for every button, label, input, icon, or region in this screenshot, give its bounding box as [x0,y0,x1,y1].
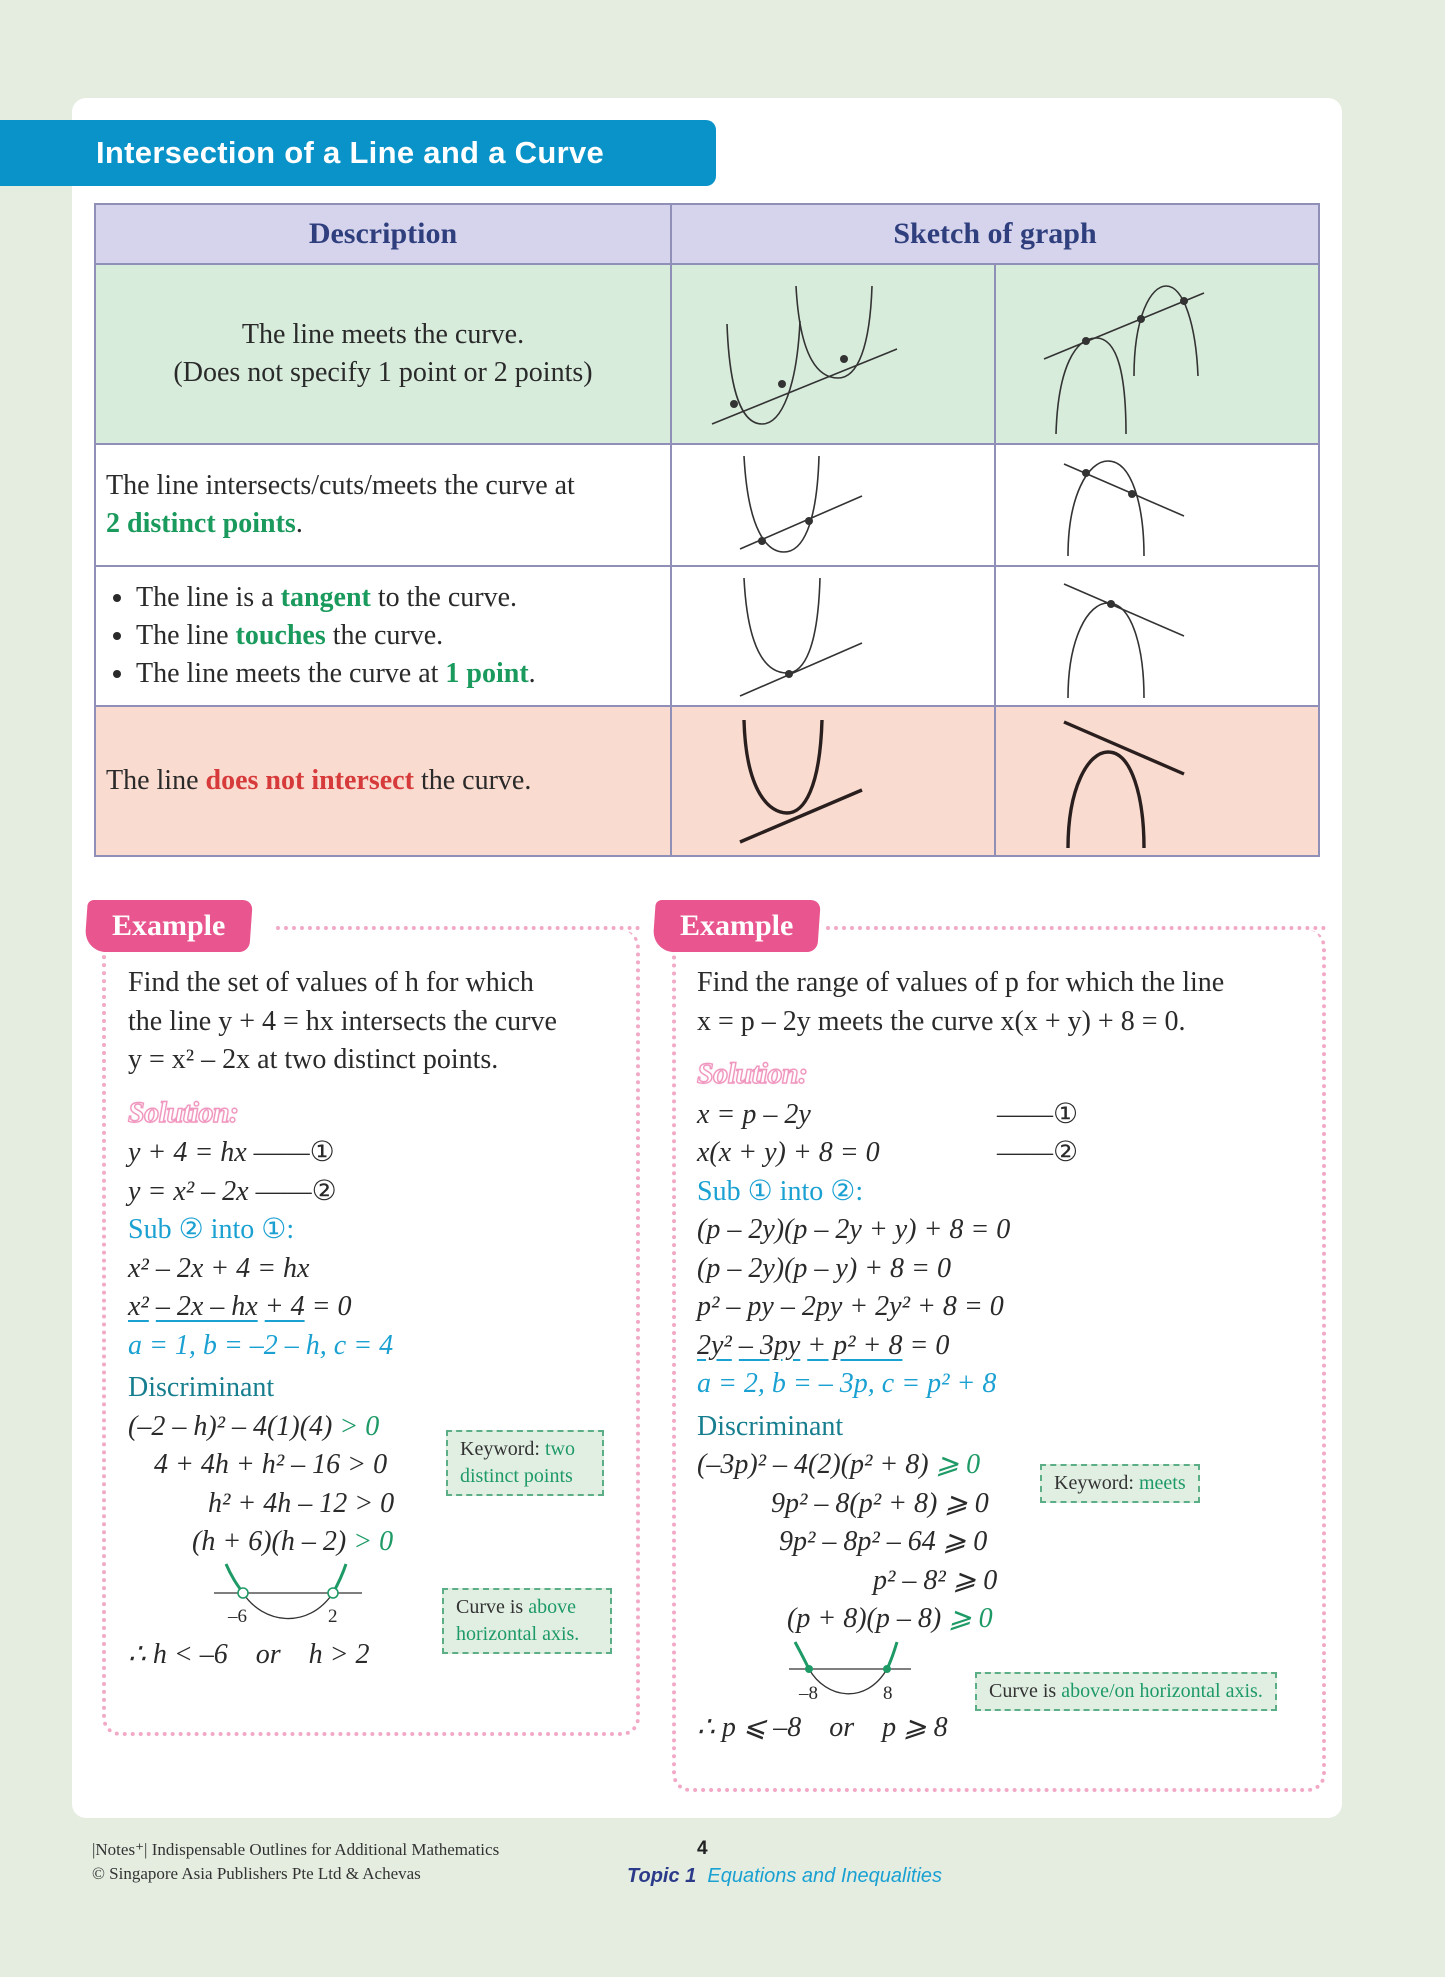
section-title: Intersection of a Line and a Curve [0,120,716,186]
description-text: The line meets the curve. [241,319,525,350]
answer: ∴ h < –6 or h > 2 [128,1638,370,1670]
graph-sketch-upward-parabola-tangent [672,568,994,704]
step: p² – 8² ⩾ 0 [873,1564,998,1596]
substitution-label: Sub ① into ②: [697,1175,864,1207]
keyword-highlight: does not intersect [205,765,414,796]
discriminant-label: Discriminant [697,1410,844,1442]
keyword-hint-box: Keyword: meets [1040,1464,1200,1503]
header-sketch: Sketch of graph [671,204,1319,264]
example-1-content [128,964,628,1674]
page-number: 4 [697,1838,708,1859]
example-2-question: Find the range of values of p for which the line x = p – 2y meets the curve x(x + y) + 8 = 0. [697,967,1225,1037]
description-text: The line intersects/cuts/meets the curve at [106,470,575,501]
graph-sketch-two-downward-parabolas [996,266,1318,442]
example-tag-2: Example [652,900,821,952]
root-label: 2 [328,1605,338,1627]
equation-1: y + 4 = hx ——① [128,1137,335,1168]
graph-sketch-downward-parabola-tangent [996,568,1318,704]
root-label: –6 [228,1605,247,1627]
comparison-table [94,203,1320,857]
description-text: . [295,508,303,539]
solution-label: Solution: [128,1095,239,1129]
sketch-cell [671,706,995,856]
curve-hint-box: Curve is above horizontal axis. [442,1588,612,1654]
list-item: • The line touches the curve. [136,617,660,655]
step: (–3p)² – 4(2)(p² + 8) ⩾ 0 [697,1449,981,1480]
description-text: (Does not specify 1 point or 2 points) [173,357,593,388]
graph-sketch-two-upward-parabolas [672,266,994,442]
step: 2y² – 3py + p² + 8 = 0 [697,1329,950,1361]
sketch-cell [995,706,1319,856]
step: 9p² – 8(p² + 8) ⩾ 0 [771,1487,989,1519]
step: (p – 2y)(p – 2y + y) + 8 = 0 [697,1214,1011,1245]
example-1-question: Find the set of values of h for which the line y + 4 = hx intersects the curve y = x² – 2x at two distinct points. [128,967,557,1075]
description-text: The line [106,765,206,796]
discriminant-label: Discriminant [128,1372,275,1403]
step: h² + 4h – 12 > 0 [208,1487,395,1519]
step: p² – py – 2py + 2y² + 8 = 0 [697,1291,1004,1322]
step: (–2 – h)² – 4(1)(4) > 0 [128,1410,380,1442]
bullet-list [106,579,660,693]
graph-sketch-downward-parabola-no-intersection [996,708,1318,854]
header-description: Description [95,204,671,264]
topic-label: Topic 1 Equations and Inequalities [627,1865,943,1887]
list-item: • The line meets the curve at 1 point. [136,655,660,693]
sketch-cell [671,444,995,566]
description-cell [95,566,671,706]
step: x² – 2x – hx + 4 = 0 [128,1291,352,1322]
equation-2: x(x + y) + 8 = 0 ——② [697,1137,1079,1168]
book-credits: |Notes⁺| Indispensable Outlines for Additional Mathematics © Singapore Asia Publishers Pte Ltd & Achevas [92,1840,500,1883]
step: (h + 6)(h – 2) > 0 [192,1526,394,1557]
solution-label: Solution: [697,1057,808,1090]
step: x² – 2x + 4 = hx [128,1252,310,1284]
sketch-cell [671,566,995,706]
sketch-cell [995,566,1319,706]
table-row [95,706,1319,856]
example-tag-1: Example [84,900,253,952]
substitution-label: Sub ② into ①: [128,1214,295,1245]
equation-1: x = p – 2y ——① [697,1098,1079,1130]
coefficients: a = 1, b = –2 – h, c = 4 [128,1329,394,1361]
root-label: –8 [799,1682,818,1704]
root-label: 8 [883,1682,893,1704]
step: 9p² – 8p² – 64 ⩾ 0 [779,1526,988,1557]
table-row [95,264,1319,444]
step: (p – 2y)(p – y) + 8 = 0 [697,1252,951,1284]
description-cell [95,444,671,566]
sketch-cell [671,264,995,444]
sketch-cell [995,444,1319,566]
coefficients: a = 2, b = – 3p, c = p² + 8 [697,1368,997,1399]
description-cell [95,264,671,444]
sketch-cell [995,264,1319,444]
keyword-hint-box: Keyword: two distinct points [446,1430,604,1496]
description-cell [95,706,671,856]
equation-2: y = x² – 2x ——② [128,1175,337,1207]
description-text: the curve. [413,765,532,796]
curve-hint-box: Curve is above/on horizontal axis. [975,1672,1277,1711]
keyword-highlight: 2 distinct points [106,508,296,539]
step: (p + 8)(p – 8) ⩾ 0 [787,1603,993,1634]
graph-sketch-upward-parabola-no-intersection [672,708,994,854]
list-item: • The line is a tangent to the curve. [136,579,660,617]
step: 4 + 4h + h² – 16 > 0 [154,1449,388,1480]
table-row [95,566,1319,706]
table-row [95,444,1319,566]
graph-sketch-downward-parabola-two-points [996,446,1318,564]
example-2-content [697,964,1317,1747]
graph-sketch-upward-parabola-two-points [672,446,994,564]
answer: ∴ p ⩽ –8 or p ⩾ 8 [697,1711,948,1743]
